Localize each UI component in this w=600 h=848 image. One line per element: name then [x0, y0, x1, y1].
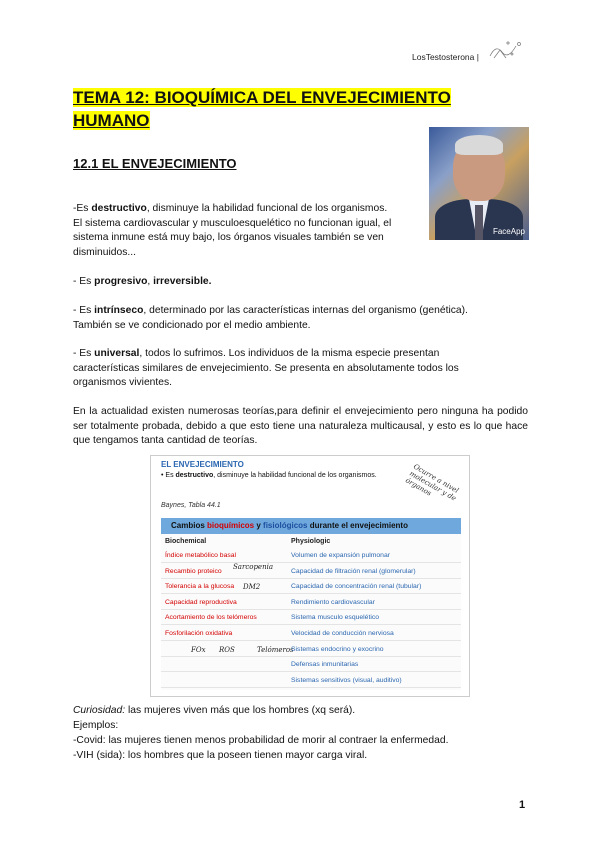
handwritten-ros: ROS: [219, 646, 235, 654]
table-row-divider: [161, 562, 461, 563]
table-row-divider: [161, 656, 461, 657]
page-title: [73, 86, 543, 132]
table-row-divider: [161, 578, 461, 579]
table-row-divider: [161, 640, 461, 641]
handwritten-telomeros: Telómeros: [257, 646, 294, 654]
table-title: Cambios bioquímicos y fisiológicos durante el envejecimiento: [161, 518, 461, 534]
paragraph-intrinseco: - Es intrínseco, determinado por las características internas del organismo (genética). También se ve condicionado por el medio ambiente.: [73, 305, 468, 331]
table-row-divider: [161, 593, 461, 594]
biochemical-cell: Capacidad reproductiva: [165, 598, 237, 606]
table-row-divider: [161, 624, 461, 625]
physiologic-cell: Sistemas sensitivos (visual, auditivo): [291, 676, 402, 684]
physiologic-cell: Sistemas endocrino y exocrino: [291, 645, 384, 653]
title-line-1: TEMA 12: BIOQUÍMICA DEL ENVEJECIMIENTO: [73, 88, 451, 107]
figure-subtitle: • Es destructivo, disminuye la habilidad funcional de los organismos.: [161, 472, 377, 479]
paragraph-universal: - Es universal, todos lo sufrimos. Los individuos de la misma especie presentan características similares de envejecimiento. Se presenta en absolutamente todos los organismos vivientes.: [73, 348, 459, 388]
physiologic-cell: Sistema musculo esquelético: [291, 614, 380, 622]
section-title: 12.1 EL ENVEJECIMIENTO: [73, 156, 237, 171]
table-row-divider: [161, 687, 461, 688]
table-row-divider: [161, 671, 461, 672]
paragraph-destructivo: -Es destructivo, disminuye la habilidad funcional de los organismos. El sistema cardiovascular y musculoesquelético no funcionan igual, el sistema inmune está muy bajo, los órganos visuales también se ven disminuidos...: [73, 203, 392, 258]
biochemical-cell: Tolerancia a la glucosa: [165, 583, 235, 591]
paragraph-progresivo: - Es progresivo, irreversible.: [73, 276, 212, 287]
handwritten-note: Ocurre a nivel molecular y de órganos: [404, 462, 460, 503]
physiologic-cell: Capacidad de concentración renal (tubular): [291, 583, 422, 591]
curiosidad-section: Curiosidad: las mujeres viven más que los hombres (xq será). Ejemplos: -Covid: las mujeres tienen menos probabilidad de morir al contraer la enfermedad. -VIH (sida): los hombres que la poseen tienen mayor carga viral.: [73, 705, 449, 761]
page-number: 1: [519, 799, 526, 811]
handwritten-sarcopenia: Sarcopenia: [233, 563, 273, 571]
column-header-physiologic: Physiologic: [291, 538, 331, 545]
paragraph-teorias: En la actualidad existen numerosas teorías,para definir el envejecimiento pero ninguna ha podido ser totalmente probada, debido a que esto tiene una naturaleza multicausal, y esto es lo que hace que tengamos tanta cantidad de teorías.: [73, 406, 528, 446]
logo-icon: [486, 38, 526, 62]
changes-table: [161, 518, 461, 690]
title-line-2: HUMANO: [73, 111, 150, 130]
biochemical-cell: Índice metabólico basal: [165, 552, 237, 559]
photo-watermark: FaceApp: [492, 227, 525, 236]
physiologic-cell: Rendimiento cardiovascular: [291, 598, 375, 606]
physiologic-cell: Velocidad de conducción nerviosa: [291, 630, 394, 637]
table-row-divider: [161, 609, 461, 610]
physiologic-cell: Volumen de expansión pulmonar: [291, 552, 390, 559]
header-text: LosTestosterona |: [412, 52, 479, 62]
handwritten-fox: FOx: [191, 646, 206, 654]
physiologic-cell: Capacidad de filtración renal (glomerular): [291, 567, 416, 575]
physiologic-cell: Defensas inmunitarias: [291, 661, 359, 669]
figure-source: Baynes, Tabla 44.1: [161, 502, 221, 509]
handwritten-dm2: DM2: [243, 583, 261, 591]
biochemical-cell: Acortamiento de los telómeros: [165, 614, 257, 622]
figure-title: EL ENVEJECIMIENTO: [161, 460, 244, 469]
column-header-biochemical: Biochemical: [165, 538, 207, 545]
biochemical-cell: Fosforilación oxidativa: [165, 630, 233, 637]
biochemical-cell: Recambio proteico: [165, 567, 222, 575]
aging-table-figure: [150, 455, 470, 697]
